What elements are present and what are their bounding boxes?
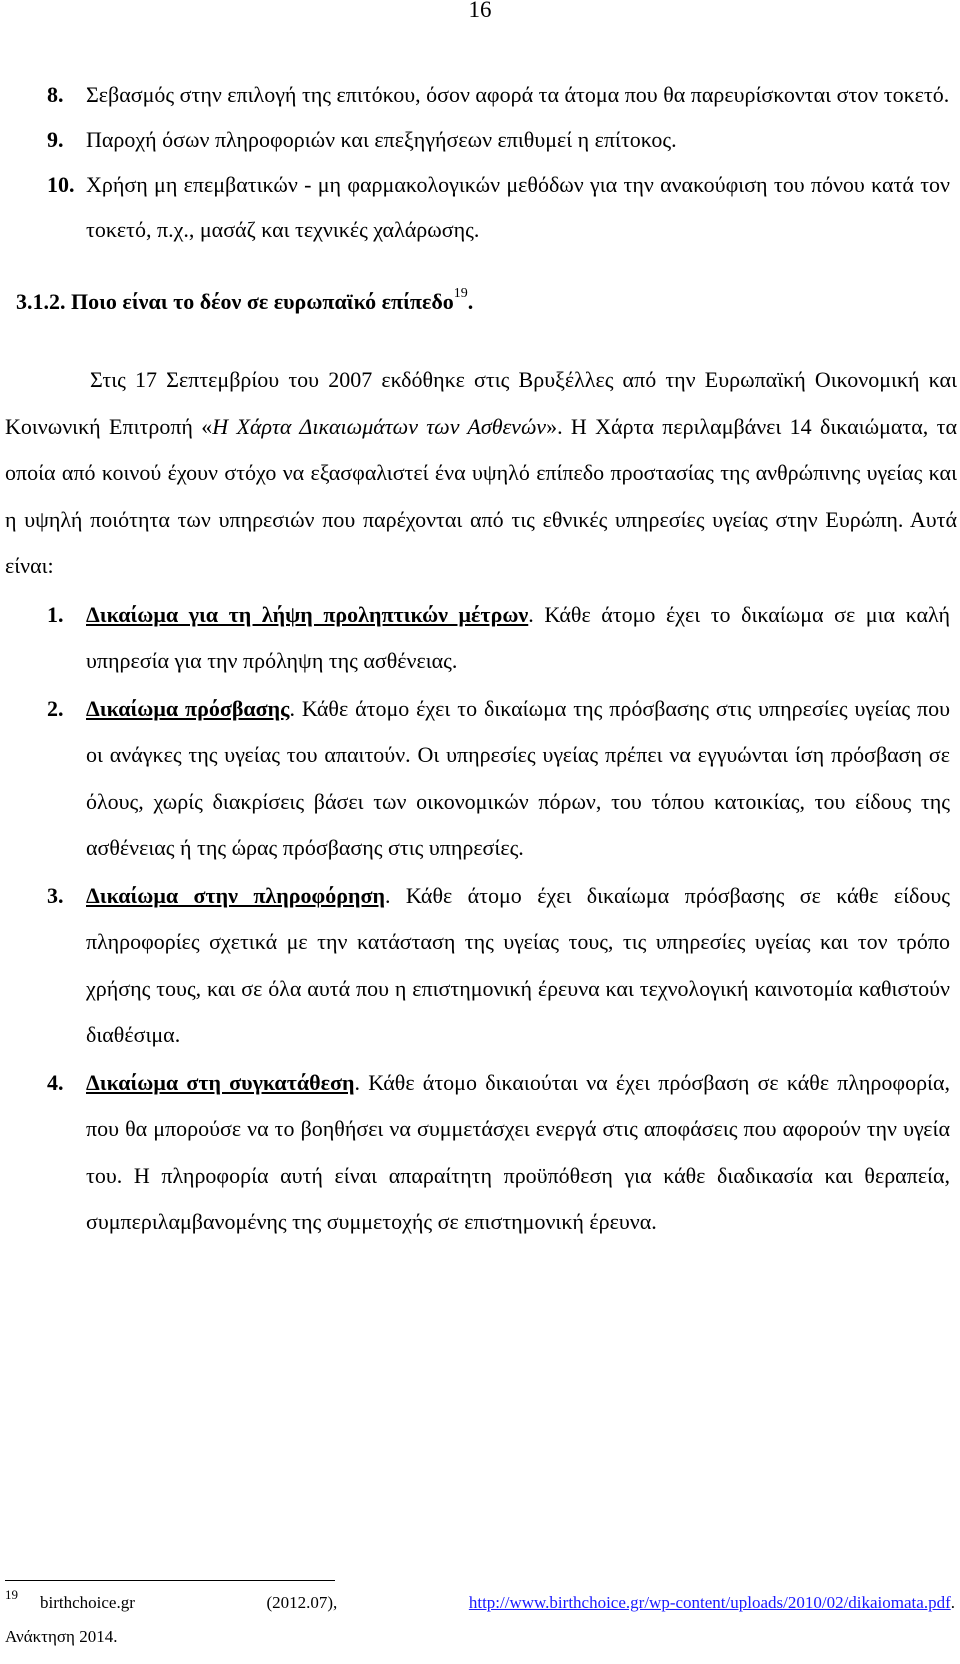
right-item <box>5 592 950 685</box>
list-text: Χρήση μη επεμβατικών - μη φαρμακολογικών μεθόδων για την ανακούφιση του πόνου κατά τον τοκετό, π.χ., μασάζ και τεχνικές χαλάρωσης. <box>86 172 950 242</box>
right-item <box>5 1060 950 1246</box>
list-item <box>5 162 950 252</box>
birth-preferences-list <box>5 72 950 252</box>
right-text: . Κάθε άτομο έχει δικαίωμα πρόσβασης σε κάθε είδους πληροφορίες σχετικά με την κατάσταση της υγείας τους, τις υπηρεσίες υγείας και τον τρόπο χρήσης τους, και σε όλα αυτά που η επιστημονική έρευνα και τεχνολογική καινοτομία καθιστούν διαθέσιμα. <box>86 882 950 1047</box>
charter-title: Η Χάρτα Δικαιωμάτων των Ασθενών <box>212 413 547 439</box>
rights-list <box>5 592 950 1246</box>
list-text: Σεβασμός στην επιλογή της επιτόκου, όσον αφορά τα άτομα που θα παρευρίσκονται στον τοκετό. <box>86 82 950 107</box>
section-heading <box>5 274 950 322</box>
list-item <box>5 72 950 117</box>
page-number: 16 <box>468 0 492 22</box>
footnote <box>5 1586 955 1654</box>
footnote-url-wrap <box>469 1586 955 1620</box>
right-item <box>5 873 950 1059</box>
intro-text-start: Στις 17 Σεπτεμβρίου του 2007 εκδόθηκε στις Βρυξέλλες από την Ευρωπαϊκή Οικονομική και Κοινωνική Επιτροπή « <box>5 367 957 439</box>
section-heading-text: 3.1.2. Ποιο είναι το δέον σε ευρωπαϊκό επίπεδο <box>16 289 454 314</box>
list-item <box>5 117 950 162</box>
right-text: . Κάθε άτομο έχει το δικαίωμα σε μια καλή υπηρεσία για την πρόληψη της ασθένειας. <box>86 601 950 673</box>
section-heading-end: . <box>467 289 474 314</box>
footnote-source: birthchoice.gr <box>40 1593 135 1612</box>
page-content <box>5 72 957 1247</box>
footnote-mark: 19 <box>5 1587 18 1602</box>
list-number: 9. <box>47 127 64 152</box>
footnote-reference[interactable]: 19 <box>453 286 468 301</box>
footnote-date: (2012.07), <box>266 1593 338 1612</box>
footnote-link[interactable]: http://www.birthchoice.gr/wp-content/uploads/2010/02/dikaiomata.pdf <box>468 1593 951 1612</box>
footnote-url-end: . <box>950 1593 955 1612</box>
right-title: Δικαίωμα στη συγκατάθεση <box>86 1069 355 1095</box>
intro-text-end: ». Η Χάρτα περιλαμβάνει 14 δικαιώματα, τα οποία από κοινού έχουν στόχο να εξασφαλιστεί ένα υψηλό επίπεδο προστασίας της ανθρώπινης υγείας και η υψηλή ποιότητα των υπηρεσιών που παρέχονται από τις εθνικές υπηρεσίες υγείας στην Ευρώπη. Αυτά είναι: <box>5 413 957 578</box>
list-text: Παροχή όσων πληροφοριών και επεξηγήσεων επιθυμεί η επίτοκος. <box>86 127 677 152</box>
list-number: 4. <box>47 1069 64 1095</box>
right-title: Δικαίωμα πρόσβασης <box>86 695 290 721</box>
right-text: . Κάθε άτομο δικαιούται να έχει πρόσβαση σε κάθε πληροφορία, που θα μπορούσε να το βοηθήσει να συμμετάσχει ενεργά στις αποφάσεις που αφορούν την υγεία του. Η πληροφορία αυτή είναι απαραίτητη προϋπόθεση για κάθε διαδικασία και θεραπεία, συμπεριλαμβανομένης της συμμετοχής σε επιστημονική έρευνα. <box>86 1069 950 1234</box>
list-number: 8. <box>47 82 64 107</box>
right-item <box>5 686 950 872</box>
footnote-retrieved: Ανάκτηση 2014. <box>5 1627 118 1646</box>
list-number: 10. <box>47 172 75 197</box>
list-number: 3. <box>47 882 64 908</box>
list-number: 1. <box>47 601 64 627</box>
intro-paragraph <box>5 357 957 590</box>
footnote-divider <box>5 1580 335 1581</box>
footnote-line <box>5 1586 955 1620</box>
right-title: Δικαίωμα στην πληροφόρηση <box>86 882 385 908</box>
right-title: Δικαίωμα για τη λήψη προληπτικών μέτρων <box>86 601 529 627</box>
list-number: 2. <box>47 695 64 721</box>
right-text: . Κάθε άτομο έχει το δικαίωμα της πρόσβασης στις υπηρεσίες υγείας που οι ανάγκες της υγείας του απαιτούν. Οι υπηρεσίες υγείας πρέπει να εγγυώνται ίση πρόσβαση σε όλους, χωρίς διακρίσεις βάσει των οικονομικών πόρων, του τόπου κατοικίας, του είδους της ασθένειας ή της ώρας πρόσβασης στις υπηρεσίες. <box>86 695 950 860</box>
